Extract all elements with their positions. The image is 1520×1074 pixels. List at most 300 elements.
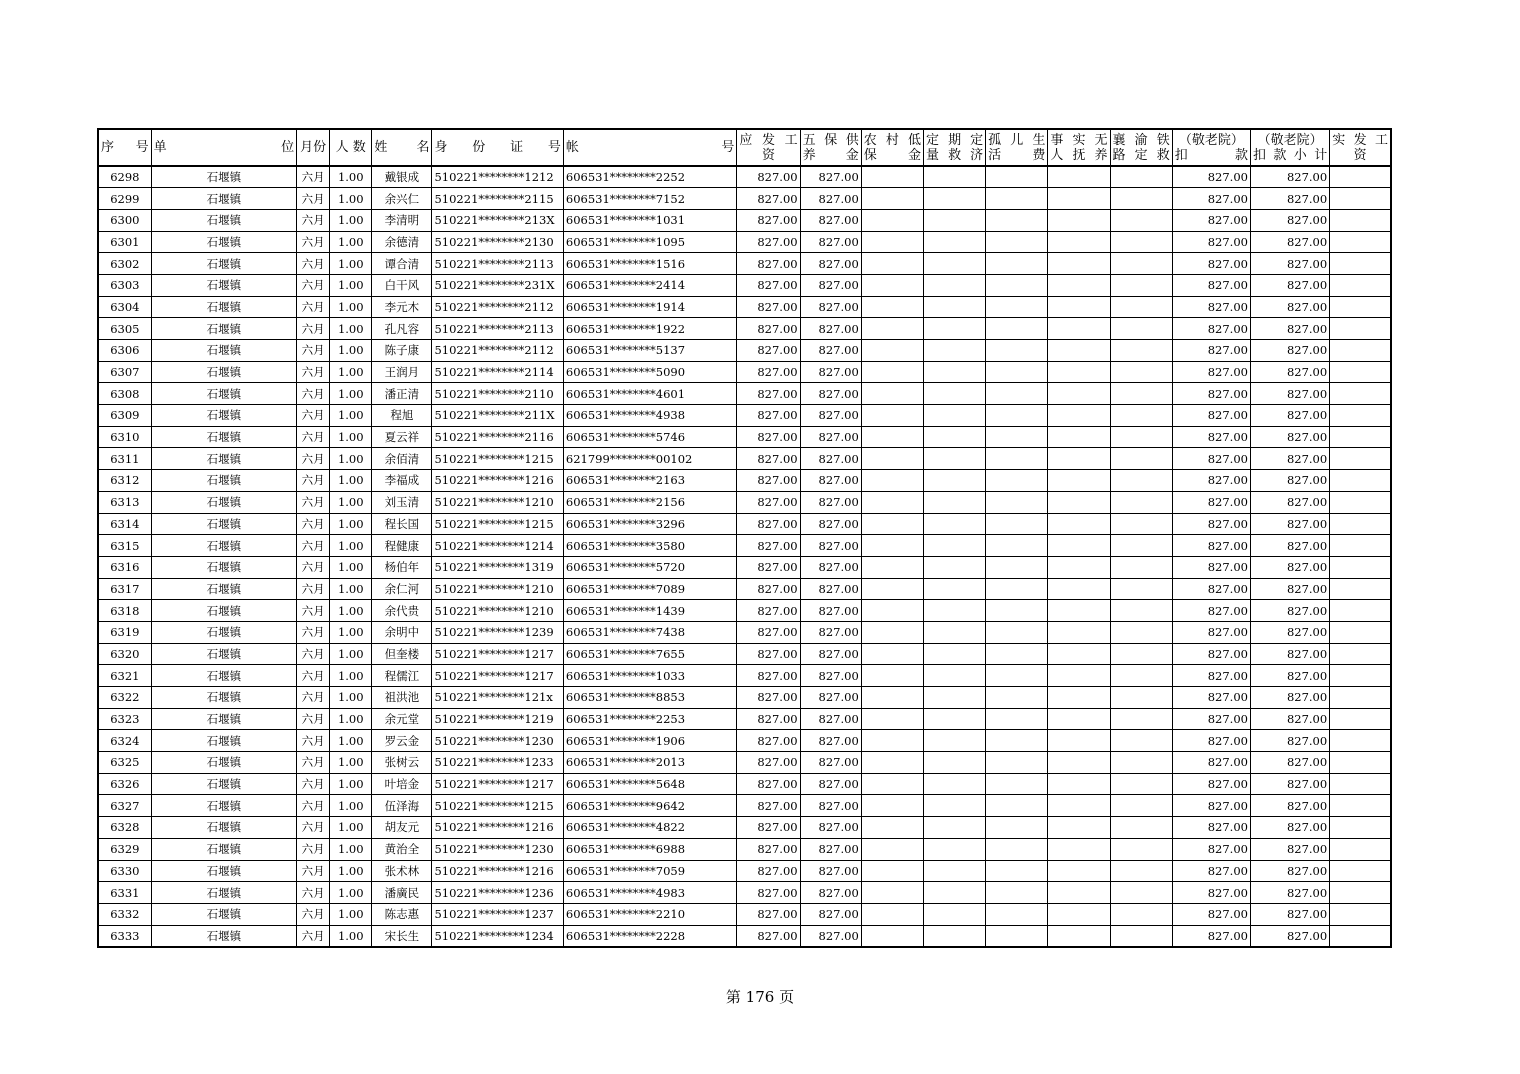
cell-fixed-relief (923, 188, 985, 210)
cell-nursing-deduct: 827.00 (1172, 253, 1250, 275)
cell-de-facto (1048, 556, 1110, 578)
cell-fixed-relief (923, 752, 985, 774)
cell-month: 六月 (297, 643, 330, 665)
cell-seq: 6307 (98, 361, 151, 383)
relief-payment-table (97, 128, 1392, 948)
cell-railway (1110, 188, 1172, 210)
cell-persons: 1.00 (330, 491, 372, 513)
cell-account: 606531********1906 (563, 730, 737, 752)
cell-account: 606531********2210 (563, 903, 737, 925)
cell-nursing-subtotal: 827.00 (1250, 578, 1329, 600)
cell-wage-due: 827.00 (737, 426, 800, 448)
cell-unit: 石堰镇 (151, 730, 296, 752)
cell-persons: 1.00 (330, 340, 372, 362)
cell-orphan (986, 166, 1048, 188)
cell-dibao (861, 318, 923, 340)
cell-actual-wage (1330, 903, 1391, 925)
cell-id-number: 510221********1239 (432, 621, 563, 643)
cell-de-facto (1048, 578, 1110, 600)
table-row (98, 600, 1391, 622)
cell-fixed-relief (923, 253, 985, 275)
cell-orphan (986, 773, 1048, 795)
cell-seq: 6306 (98, 340, 151, 362)
cell-nursing-subtotal: 827.00 (1250, 253, 1329, 275)
cell-id-number: 510221********1217 (432, 773, 563, 795)
cell-wage-due: 827.00 (737, 383, 800, 405)
cell-railway (1110, 513, 1172, 535)
cell-orphan (986, 405, 1048, 427)
cell-persons: 1.00 (330, 318, 372, 340)
cell-fixed-relief (923, 405, 985, 427)
cell-persons: 1.00 (330, 860, 372, 882)
cell-unit: 石堰镇 (151, 426, 296, 448)
cell-unit: 石堰镇 (151, 665, 296, 687)
cell-orphan (986, 513, 1048, 535)
cell-persons: 1.00 (330, 448, 372, 470)
cell-seq: 6310 (98, 426, 151, 448)
cell-wubao: 827.00 (800, 253, 861, 275)
cell-month: 六月 (297, 925, 330, 947)
cell-nursing-subtotal: 827.00 (1250, 383, 1329, 405)
cell-railway (1110, 665, 1172, 687)
cell-nursing-subtotal: 827.00 (1250, 274, 1329, 296)
cell-wage-due: 827.00 (737, 231, 800, 253)
cell-dibao (861, 860, 923, 882)
table-row (98, 448, 1391, 470)
cell-nursing-deduct: 827.00 (1172, 643, 1250, 665)
cell-wage-due: 827.00 (737, 448, 800, 470)
cell-railway (1110, 383, 1172, 405)
cell-actual-wage (1330, 882, 1391, 904)
cell-nursing-deduct: 827.00 (1172, 426, 1250, 448)
cell-actual-wage (1330, 340, 1391, 362)
cell-seq: 6317 (98, 578, 151, 600)
cell-orphan (986, 882, 1048, 904)
cell-name: 杨伯年 (372, 556, 432, 578)
cell-wubao: 827.00 (800, 556, 861, 578)
cell-persons: 1.00 (330, 535, 372, 557)
table-row (98, 166, 1391, 188)
cell-de-facto (1048, 535, 1110, 557)
cell-nursing-deduct: 827.00 (1172, 513, 1250, 535)
cell-orphan (986, 860, 1048, 882)
table-row (98, 578, 1391, 600)
cell-nursing-deduct: 827.00 (1172, 274, 1250, 296)
cell-seq: 6333 (98, 925, 151, 947)
table-row (98, 925, 1391, 947)
cell-id-number: 510221********1214 (432, 535, 563, 557)
cell-de-facto (1048, 166, 1110, 188)
cell-account: 606531********4601 (563, 383, 737, 405)
cell-name: 李福成 (372, 470, 432, 492)
cell-de-facto (1048, 274, 1110, 296)
cell-wubao: 827.00 (800, 795, 861, 817)
cell-unit: 石堰镇 (151, 513, 296, 535)
cell-seq: 6311 (98, 448, 151, 470)
cell-seq: 6323 (98, 708, 151, 730)
cell-wage-due: 827.00 (737, 708, 800, 730)
col-fixed-relief-header: 定 期 定 量 救 济 (923, 129, 985, 166)
cell-wage-due: 827.00 (737, 730, 800, 752)
cell-month: 六月 (297, 274, 330, 296)
cell-persons: 1.00 (330, 361, 372, 383)
cell-unit: 石堰镇 (151, 253, 296, 275)
cell-wubao: 827.00 (800, 318, 861, 340)
cell-wubao: 827.00 (800, 405, 861, 427)
cell-wubao: 827.00 (800, 274, 861, 296)
cell-nursing-deduct: 827.00 (1172, 231, 1250, 253)
cell-month: 六月 (297, 578, 330, 600)
cell-account: 606531********1914 (563, 296, 737, 318)
cell-wage-due: 827.00 (737, 687, 800, 709)
cell-wubao: 827.00 (800, 578, 861, 600)
cell-unit: 石堰镇 (151, 556, 296, 578)
cell-unit: 石堰镇 (151, 535, 296, 557)
cell-fixed-relief (923, 860, 985, 882)
table-row (98, 274, 1391, 296)
cell-id-number: 510221********1319 (432, 556, 563, 578)
cell-seq: 6302 (98, 253, 151, 275)
cell-de-facto (1048, 925, 1110, 947)
cell-orphan (986, 817, 1048, 839)
cell-de-facto (1048, 188, 1110, 210)
col-id-header: 身 份 证 号 (432, 129, 563, 166)
cell-de-facto (1048, 882, 1110, 904)
cell-orphan (986, 708, 1048, 730)
cell-wubao: 827.00 (800, 773, 861, 795)
cell-nursing-subtotal: 827.00 (1250, 795, 1329, 817)
col-railway-header: 襄 渝 铁 路 定 救 (1110, 129, 1172, 166)
table-row (98, 621, 1391, 643)
cell-railway (1110, 708, 1172, 730)
cell-nursing-subtotal: 827.00 (1250, 773, 1329, 795)
cell-nursing-deduct: 827.00 (1172, 405, 1250, 427)
cell-seq: 6325 (98, 752, 151, 774)
cell-seq: 6316 (98, 556, 151, 578)
cell-actual-wage (1330, 556, 1391, 578)
cell-actual-wage (1330, 253, 1391, 275)
cell-nursing-deduct: 827.00 (1172, 340, 1250, 362)
cell-actual-wage (1330, 795, 1391, 817)
cell-fixed-relief (923, 231, 985, 253)
cell-fixed-relief (923, 340, 985, 362)
cell-dibao (861, 426, 923, 448)
cell-wage-due: 827.00 (737, 600, 800, 622)
cell-month: 六月 (297, 708, 330, 730)
table-row (98, 708, 1391, 730)
table-row (98, 209, 1391, 231)
cell-persons: 1.00 (330, 426, 372, 448)
cell-fixed-relief (923, 535, 985, 557)
cell-actual-wage (1330, 687, 1391, 709)
cell-persons: 1.00 (330, 730, 372, 752)
cell-fixed-relief (923, 491, 985, 513)
cell-name: 戴银成 (372, 166, 432, 188)
cell-actual-wage (1330, 600, 1391, 622)
cell-nursing-subtotal: 827.00 (1250, 860, 1329, 882)
cell-wage-due: 827.00 (737, 209, 800, 231)
cell-seq: 6314 (98, 513, 151, 535)
table-row (98, 730, 1391, 752)
cell-dibao (861, 621, 923, 643)
cell-seq: 6313 (98, 491, 151, 513)
cell-persons: 1.00 (330, 621, 372, 643)
cell-name: 潘廣民 (372, 882, 432, 904)
cell-wubao: 827.00 (800, 491, 861, 513)
page-number: 第 176 页 (725, 988, 795, 1006)
cell-month: 六月 (297, 296, 330, 318)
cell-dibao (861, 209, 923, 231)
cell-unit: 石堰镇 (151, 340, 296, 362)
cell-unit: 石堰镇 (151, 687, 296, 709)
cell-account: 621799********00102 (563, 448, 737, 470)
cell-wage-due: 827.00 (737, 621, 800, 643)
cell-dibao (861, 795, 923, 817)
cell-dibao (861, 578, 923, 600)
cell-nursing-subtotal: 827.00 (1250, 491, 1329, 513)
cell-actual-wage (1330, 318, 1391, 340)
cell-unit: 石堰镇 (151, 903, 296, 925)
cell-wage-due: 827.00 (737, 773, 800, 795)
cell-nursing-deduct: 827.00 (1172, 817, 1250, 839)
cell-account: 606531********2013 (563, 752, 737, 774)
cell-name: 潘正清 (372, 383, 432, 405)
cell-orphan (986, 491, 1048, 513)
cell-name: 程旭 (372, 405, 432, 427)
cell-name: 夏云祥 (372, 426, 432, 448)
cell-fixed-relief (923, 209, 985, 231)
cell-month: 六月 (297, 361, 330, 383)
cell-fixed-relief (923, 730, 985, 752)
cell-railway (1110, 925, 1172, 947)
cell-fixed-relief (923, 296, 985, 318)
cell-id-number: 510221********1230 (432, 730, 563, 752)
cell-nursing-deduct: 827.00 (1172, 708, 1250, 730)
cell-wage-due: 827.00 (737, 513, 800, 535)
table-row (98, 188, 1391, 210)
cell-name: 程儒江 (372, 665, 432, 687)
cell-persons: 1.00 (330, 925, 372, 947)
cell-nursing-subtotal: 827.00 (1250, 231, 1329, 253)
cell-orphan (986, 838, 1048, 860)
cell-id-number: 510221********1212 (432, 166, 563, 188)
cell-dibao (861, 903, 923, 925)
cell-railway (1110, 491, 1172, 513)
cell-unit: 石堰镇 (151, 925, 296, 947)
cell-month: 六月 (297, 860, 330, 882)
cell-nursing-deduct: 827.00 (1172, 296, 1250, 318)
cell-fixed-relief (923, 426, 985, 448)
cell-nursing-subtotal: 827.00 (1250, 882, 1329, 904)
cell-dibao (861, 470, 923, 492)
col-nursing-subtotal-header: （敬老院） 扣 款 小 计 (1250, 129, 1329, 166)
cell-nursing-deduct: 827.00 (1172, 882, 1250, 904)
cell-account: 606531********5746 (563, 426, 737, 448)
cell-name: 余代贵 (372, 600, 432, 622)
cell-fixed-relief (923, 621, 985, 643)
cell-de-facto (1048, 903, 1110, 925)
cell-name: 谭合清 (372, 253, 432, 275)
cell-id-number: 510221********121x (432, 687, 563, 709)
cell-nursing-subtotal: 827.00 (1250, 903, 1329, 925)
cell-fixed-relief (923, 578, 985, 600)
cell-nursing-deduct: 827.00 (1172, 318, 1250, 340)
cell-nursing-subtotal: 827.00 (1250, 730, 1329, 752)
cell-unit: 石堰镇 (151, 448, 296, 470)
cell-wage-due: 827.00 (737, 296, 800, 318)
cell-seq: 6315 (98, 535, 151, 557)
cell-unit: 石堰镇 (151, 838, 296, 860)
cell-wage-due: 827.00 (737, 643, 800, 665)
table-row (98, 253, 1391, 275)
cell-month: 六月 (297, 383, 330, 405)
cell-persons: 1.00 (330, 513, 372, 535)
cell-actual-wage (1330, 708, 1391, 730)
table-body (98, 166, 1391, 947)
cell-unit: 石堰镇 (151, 817, 296, 839)
cell-nursing-deduct: 827.00 (1172, 578, 1250, 600)
cell-account: 606531********2156 (563, 491, 737, 513)
cell-unit: 石堰镇 (151, 274, 296, 296)
cell-wubao: 827.00 (800, 361, 861, 383)
cell-nursing-subtotal: 827.00 (1250, 448, 1329, 470)
cell-unit: 石堰镇 (151, 621, 296, 643)
cell-railway (1110, 361, 1172, 383)
cell-id-number: 510221********231X (432, 274, 563, 296)
cell-wubao: 827.00 (800, 426, 861, 448)
cell-unit: 石堰镇 (151, 752, 296, 774)
cell-dibao (861, 361, 923, 383)
cell-actual-wage (1330, 817, 1391, 839)
cell-nursing-subtotal: 827.00 (1250, 470, 1329, 492)
cell-wubao: 827.00 (800, 817, 861, 839)
cell-actual-wage (1330, 405, 1391, 427)
cell-account: 606531********7438 (563, 621, 737, 643)
cell-id-number: 510221********1233 (432, 752, 563, 774)
cell-id-number: 510221********1216 (432, 470, 563, 492)
cell-nursing-deduct: 827.00 (1172, 535, 1250, 557)
cell-month: 六月 (297, 882, 330, 904)
table-row (98, 795, 1391, 817)
cell-account: 606531********2253 (563, 708, 737, 730)
cell-fixed-relief (923, 274, 985, 296)
cell-month: 六月 (297, 795, 330, 817)
cell-fixed-relief (923, 925, 985, 947)
col-persons-header: 人 数 (330, 129, 372, 166)
cell-wage-due: 827.00 (737, 405, 800, 427)
cell-nursing-deduct: 827.00 (1172, 491, 1250, 513)
cell-railway (1110, 903, 1172, 925)
cell-railway (1110, 318, 1172, 340)
cell-de-facto (1048, 730, 1110, 752)
cell-de-facto (1048, 470, 1110, 492)
cell-fixed-relief (923, 448, 985, 470)
cell-persons: 1.00 (330, 405, 372, 427)
cell-month: 六月 (297, 817, 330, 839)
cell-month: 六月 (297, 513, 330, 535)
cell-seq: 6324 (98, 730, 151, 752)
cell-de-facto (1048, 687, 1110, 709)
cell-persons: 1.00 (330, 253, 372, 275)
cell-seq: 6299 (98, 188, 151, 210)
cell-seq: 6305 (98, 318, 151, 340)
cell-wage-due: 827.00 (737, 470, 800, 492)
cell-nursing-subtotal: 827.00 (1250, 318, 1329, 340)
table-row (98, 296, 1391, 318)
cell-fixed-relief (923, 795, 985, 817)
cell-month: 六月 (297, 426, 330, 448)
cell-dibao (861, 773, 923, 795)
cell-nursing-subtotal: 827.00 (1250, 209, 1329, 231)
cell-de-facto (1048, 708, 1110, 730)
cell-id-number: 510221********1210 (432, 491, 563, 513)
cell-nursing-subtotal: 827.00 (1250, 643, 1329, 665)
cell-month: 六月 (297, 188, 330, 210)
cell-actual-wage (1330, 383, 1391, 405)
cell-id-number: 510221********2114 (432, 361, 563, 383)
cell-account: 606531********2252 (563, 166, 737, 188)
table-row (98, 491, 1391, 513)
cell-de-facto (1048, 817, 1110, 839)
table-row (98, 687, 1391, 709)
table-row (98, 426, 1391, 448)
cell-wage-due: 827.00 (737, 188, 800, 210)
cell-wage-due: 827.00 (737, 578, 800, 600)
cell-seq: 6327 (98, 795, 151, 817)
cell-name: 罗云金 (372, 730, 432, 752)
cell-name: 余兴仁 (372, 188, 432, 210)
cell-seq: 6309 (98, 405, 151, 427)
cell-orphan (986, 925, 1048, 947)
table-row (98, 882, 1391, 904)
cell-wubao: 827.00 (800, 687, 861, 709)
cell-persons: 1.00 (330, 556, 372, 578)
cell-account: 606531********8853 (563, 687, 737, 709)
col-orphan-header: 孤 儿 生 活 费 (986, 129, 1048, 166)
cell-month: 六月 (297, 687, 330, 709)
cell-actual-wage (1330, 209, 1391, 231)
cell-month: 六月 (297, 665, 330, 687)
cell-railway (1110, 405, 1172, 427)
cell-unit: 石堰镇 (151, 361, 296, 383)
cell-nursing-deduct: 827.00 (1172, 448, 1250, 470)
cell-railway (1110, 838, 1172, 860)
cell-wubao: 827.00 (800, 513, 861, 535)
cell-seq: 6322 (98, 687, 151, 709)
cell-persons: 1.00 (330, 752, 372, 774)
cell-wubao: 827.00 (800, 448, 861, 470)
col-month-header: 月份 (297, 129, 330, 166)
cell-nursing-deduct: 827.00 (1172, 470, 1250, 492)
cell-dibao (861, 231, 923, 253)
cell-seq: 6304 (98, 296, 151, 318)
cell-wubao: 827.00 (800, 882, 861, 904)
cell-actual-wage (1330, 296, 1391, 318)
cell-nursing-subtotal: 827.00 (1250, 188, 1329, 210)
cell-wubao: 827.00 (800, 600, 861, 622)
cell-month: 六月 (297, 405, 330, 427)
cell-persons: 1.00 (330, 795, 372, 817)
cell-nursing-subtotal: 827.00 (1250, 600, 1329, 622)
table-row (98, 231, 1391, 253)
cell-month: 六月 (297, 470, 330, 492)
cell-railway (1110, 274, 1172, 296)
cell-dibao (861, 665, 923, 687)
cell-fixed-relief (923, 600, 985, 622)
cell-fixed-relief (923, 838, 985, 860)
cell-persons: 1.00 (330, 665, 372, 687)
cell-dibao (861, 383, 923, 405)
